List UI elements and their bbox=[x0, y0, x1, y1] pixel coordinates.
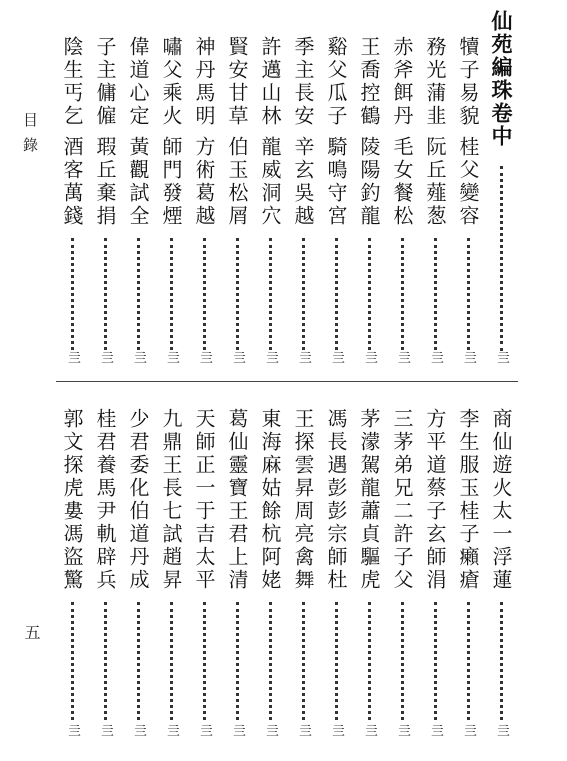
entry-second: 婁馮盜驚 bbox=[60, 500, 84, 592]
leader-dots bbox=[335, 238, 338, 350]
toc-column bbox=[288, 394, 318, 761]
entry-first: 王喬控鶴 bbox=[357, 36, 381, 128]
leader-dots bbox=[500, 166, 503, 351]
page-ref: 亖 bbox=[65, 724, 80, 737]
toc-column bbox=[321, 6, 351, 380]
toc-column bbox=[123, 6, 153, 380]
leader-dots bbox=[368, 238, 371, 350]
entry-first: 茅濛駕龍 bbox=[357, 408, 381, 500]
page-ref: 亖 bbox=[362, 351, 377, 364]
page-ref: 亖 bbox=[362, 724, 377, 737]
entry-second: 七試趙昇 bbox=[159, 500, 183, 592]
toc-column bbox=[321, 394, 351, 761]
entry-first: 東海麻姑 bbox=[258, 408, 282, 500]
page-ref: 亖 bbox=[428, 724, 443, 737]
page-ref: 亖 bbox=[131, 724, 146, 737]
entry-second: 黃觀試全 bbox=[126, 136, 150, 228]
toc-column bbox=[189, 6, 219, 380]
toc-column bbox=[354, 6, 384, 380]
entry-second: 周亮禽舞 bbox=[291, 500, 315, 592]
leader-dots bbox=[335, 602, 338, 720]
page-ref: 亖 bbox=[329, 724, 344, 737]
toc-column bbox=[420, 394, 450, 761]
entry-first: 子主傭僱 bbox=[93, 36, 117, 128]
margin-page-number: 五 bbox=[22, 624, 41, 650]
page-ref: 亖 bbox=[263, 351, 278, 364]
page-ref: 亖 bbox=[494, 351, 509, 364]
leader-dots bbox=[170, 602, 173, 720]
entry-second: 二許子父 bbox=[390, 500, 414, 592]
entry-second: 方術葛越 bbox=[192, 136, 216, 228]
leader-dots bbox=[203, 602, 206, 720]
leader-dots bbox=[467, 238, 470, 350]
leader-dots bbox=[104, 602, 107, 720]
toc-column bbox=[354, 394, 384, 761]
leader-dots bbox=[467, 602, 470, 720]
entry-second: 尹軌辟兵 bbox=[93, 500, 117, 592]
leader-dots bbox=[269, 602, 272, 720]
page-ref: 亖 bbox=[395, 351, 410, 364]
page-ref: 亖 bbox=[65, 351, 80, 364]
entry-second: 瑕丘棄捐 bbox=[93, 136, 117, 228]
toc-title-column bbox=[486, 6, 516, 380]
page-ref: 亖 bbox=[461, 351, 476, 364]
entry-first: 天師正一 bbox=[192, 408, 216, 500]
page-ref: 亖 bbox=[197, 351, 212, 364]
entry-second: 桂父變容 bbox=[456, 136, 480, 228]
page-ref: 亖 bbox=[131, 351, 146, 364]
page-ref: 亖 bbox=[230, 351, 245, 364]
toc-column bbox=[486, 394, 516, 761]
toc-column bbox=[156, 394, 186, 761]
entry-first: 三茅弟兄 bbox=[390, 408, 414, 500]
entry-second: 酒客萬錢 bbox=[60, 136, 84, 228]
toc-column bbox=[189, 394, 219, 761]
entry-first: 季主長安 bbox=[291, 36, 315, 128]
toc-column bbox=[222, 6, 252, 380]
page-ref: 亖 bbox=[263, 724, 278, 737]
page-ref: 亖 bbox=[197, 724, 212, 737]
entry-second: 于吉太平 bbox=[192, 500, 216, 592]
leader-dots bbox=[104, 238, 107, 350]
entry-second: 陵陽釣龍 bbox=[357, 136, 381, 228]
margin-toc-label: 目錄 bbox=[21, 112, 39, 162]
leader-dots bbox=[137, 238, 140, 350]
page-ref: 亖 bbox=[461, 724, 476, 737]
toc-column bbox=[288, 6, 318, 380]
toc-column bbox=[123, 394, 153, 761]
toc-bottom-block bbox=[0, 394, 567, 761]
toc-column bbox=[453, 6, 483, 380]
leader-dots bbox=[500, 602, 503, 720]
toc-column bbox=[255, 6, 285, 380]
page-ref: 亖 bbox=[98, 724, 113, 737]
toc-column bbox=[57, 394, 87, 761]
entry-second: 龍威洞穴 bbox=[258, 136, 282, 228]
entry-first: 李生服玉 bbox=[456, 408, 480, 500]
entry-first: 谿父瓜子 bbox=[324, 36, 348, 128]
page-ref: 亖 bbox=[230, 724, 245, 737]
entry-second: 子玄師涓 bbox=[423, 500, 447, 592]
entry-first: 赤斧餌丹 bbox=[390, 36, 414, 128]
entry-second: 餘杭阿姥 bbox=[258, 500, 282, 592]
leader-dots bbox=[203, 238, 206, 350]
toc-column bbox=[255, 394, 285, 761]
toc-column-last-top bbox=[57, 6, 87, 380]
page-ref: 亖 bbox=[395, 724, 410, 737]
leader-dots bbox=[368, 602, 371, 720]
leader-dots bbox=[137, 602, 140, 720]
page-ref: 亖 bbox=[494, 724, 509, 737]
entry-first: 馮長遇彭 bbox=[324, 408, 348, 500]
entry-first: 陰生丐乞 bbox=[60, 36, 84, 128]
entry-first: 務光蒲韭 bbox=[423, 36, 447, 128]
entry-first: 偉道心定 bbox=[126, 36, 150, 128]
entry-first: 神丹馬明 bbox=[192, 36, 216, 128]
page-ref: 亖 bbox=[296, 724, 311, 737]
entry-second: 伯道丹成 bbox=[126, 500, 150, 592]
leader-dots bbox=[401, 602, 404, 720]
entry-first: 郭文探虎 bbox=[60, 408, 84, 500]
volume-title: 仙苑編珠卷中 bbox=[489, 10, 514, 148]
entry-first: 方平道蔡 bbox=[423, 408, 447, 500]
entry-second: 毛女餐松 bbox=[390, 136, 414, 228]
page-ref: 亖 bbox=[428, 351, 443, 364]
leader-dots bbox=[269, 238, 272, 350]
entry-second: 太一浮蓮 bbox=[489, 500, 513, 592]
page-ref: 亖 bbox=[164, 351, 179, 364]
entry-second: 騎鳴守宮 bbox=[324, 136, 348, 228]
toc-column bbox=[90, 394, 120, 761]
entry-first: 九鼎王長 bbox=[159, 408, 183, 500]
leader-dots bbox=[71, 602, 74, 720]
toc-column bbox=[387, 6, 417, 380]
leader-dots bbox=[236, 238, 239, 350]
section-divider bbox=[56, 381, 518, 382]
toc-column bbox=[453, 394, 483, 761]
entry-second: 辛玄吳越 bbox=[291, 136, 315, 228]
entry-second: 蕭貞驅虎 bbox=[357, 500, 381, 592]
leader-dots bbox=[302, 602, 305, 720]
leader-dots bbox=[302, 238, 305, 350]
entry-first: 嘯父乘火 bbox=[159, 36, 183, 128]
toc-column bbox=[156, 6, 186, 380]
entry-first: 王探雲昇 bbox=[291, 408, 315, 500]
entry-first: 葛仙靈寶 bbox=[225, 408, 249, 500]
toc-column bbox=[222, 394, 252, 761]
toc-column bbox=[420, 6, 450, 380]
entry-second: 桂子癩瘡 bbox=[456, 500, 480, 592]
entry-first: 犢子易貌 bbox=[456, 36, 480, 128]
page-ref: 亖 bbox=[98, 351, 113, 364]
page-ref: 亖 bbox=[329, 351, 344, 364]
entry-second: 彭宗師杜 bbox=[324, 500, 348, 592]
entry-second: 阮丘薤葱 bbox=[423, 136, 447, 228]
entry-second: 伯玉松屑 bbox=[225, 136, 249, 228]
page-ref: 亖 bbox=[296, 351, 311, 364]
toc-column bbox=[387, 394, 417, 761]
entry-first: 賢安甘草 bbox=[225, 36, 249, 128]
entry-second: 師門發煙 bbox=[159, 136, 183, 228]
leader-dots bbox=[434, 602, 437, 720]
entry-first: 少君委化 bbox=[126, 408, 150, 500]
page-ref: 亖 bbox=[164, 724, 179, 737]
toc-column bbox=[90, 6, 120, 380]
entry-second: 王君上清 bbox=[225, 500, 249, 592]
entry-first: 許邁山林 bbox=[258, 36, 282, 128]
entry-first: 桂君養馬 bbox=[93, 408, 117, 500]
leader-dots bbox=[401, 238, 404, 350]
leader-dots bbox=[434, 238, 437, 350]
leader-dots bbox=[170, 238, 173, 350]
entry-first: 商仙遊火 bbox=[489, 408, 513, 500]
leader-dots bbox=[236, 602, 239, 720]
